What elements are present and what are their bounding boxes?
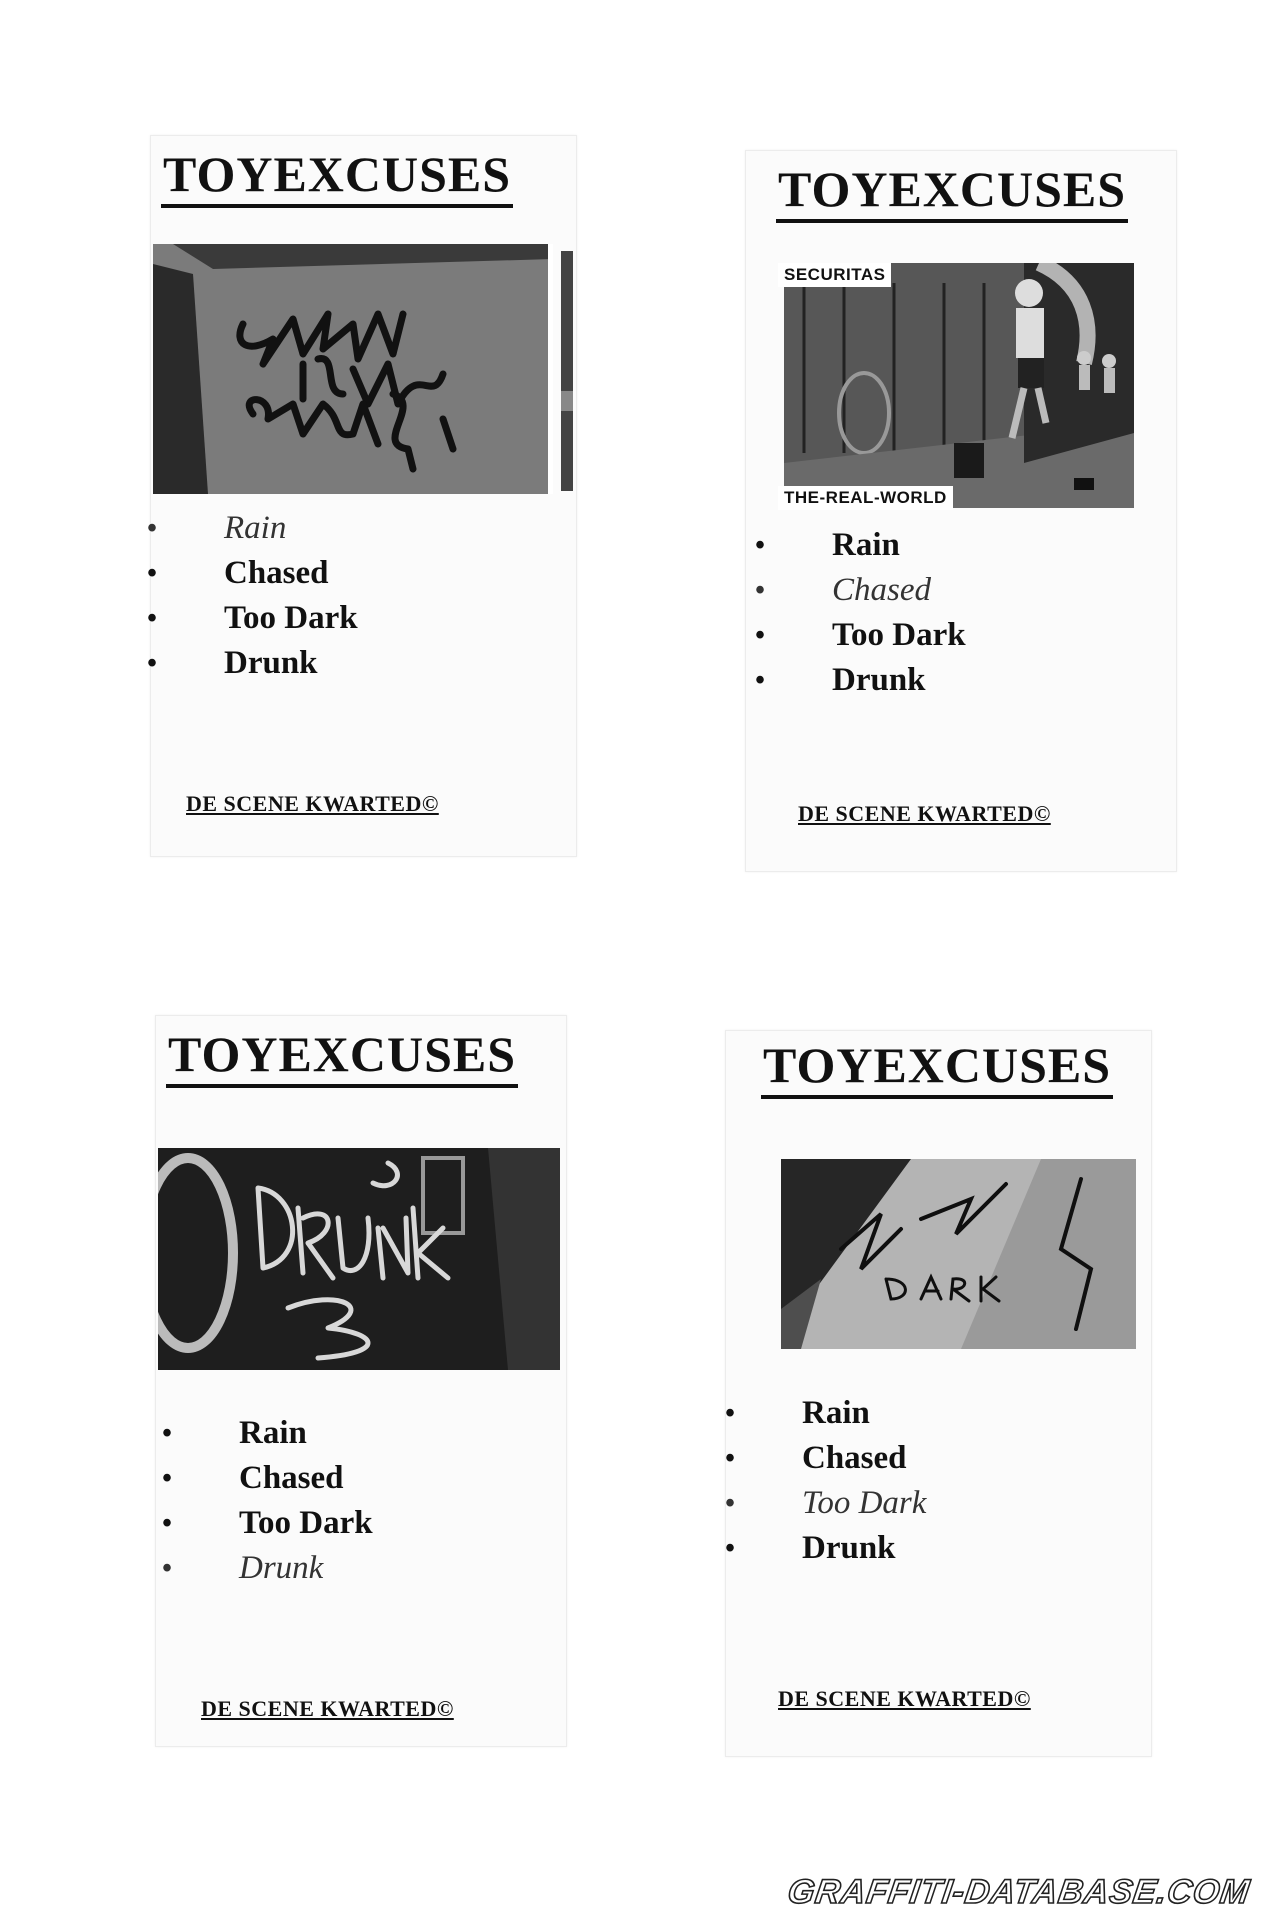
excuse-label: Rain (224, 510, 287, 546)
card-footer: DE SCENE KWARTED© (201, 1696, 454, 1721)
excuse-label: Drunk (832, 662, 926, 698)
bullet-icon: • (162, 1553, 172, 1584)
excuse-label: Rain (802, 1395, 870, 1431)
excuse-list (754, 523, 966, 703)
card-chased (745, 150, 1177, 872)
card-rain (147, 135, 577, 857)
excuse-item (724, 1481, 926, 1526)
card-photo (153, 244, 553, 494)
bullet-icon: • (725, 1443, 735, 1474)
bullet-icon: • (725, 1533, 735, 1564)
excuse-item (754, 568, 966, 613)
excuse-label: Rain (239, 1415, 307, 1451)
bullet-icon: • (147, 603, 157, 634)
card-title: TOYEXCUSES (166, 1026, 518, 1088)
excuse-item (146, 641, 358, 686)
excuse-item (146, 506, 358, 551)
excuse-item (724, 1526, 926, 1571)
excuse-label: Chased (239, 1460, 344, 1496)
excuse-item (146, 596, 358, 641)
bullet-icon: • (725, 1488, 735, 1519)
excuse-item (754, 658, 966, 703)
bullet-icon: • (147, 558, 157, 589)
bullet-icon: • (755, 575, 765, 606)
excuse-item (161, 1456, 373, 1501)
excuse-label: Drunk (239, 1550, 324, 1586)
card-photo (781, 1159, 1136, 1349)
bullet-icon: • (147, 648, 157, 679)
card-too-dark (725, 1030, 1152, 1757)
excuse-label: Too Dark (802, 1485, 927, 1521)
card-title: TOYEXCUSES (776, 161, 1128, 223)
bullet-icon: • (755, 665, 765, 696)
excuse-item (161, 1546, 373, 1591)
excuse-label: Chased (802, 1440, 907, 1476)
card-photo (784, 263, 1134, 508)
photo-caption-top: SECURITAS (778, 263, 891, 287)
bullet-icon: • (162, 1418, 172, 1449)
excuse-item (146, 551, 358, 596)
card-footer: DE SCENE KWARTED© (798, 801, 1051, 826)
excuse-label: Rain (832, 527, 900, 563)
card-title: TOYEXCUSES (761, 1037, 1113, 1099)
excuse-item (754, 523, 966, 568)
excuse-label: Too Dark (239, 1505, 373, 1541)
excuse-item (161, 1411, 373, 1456)
excuse-label: Too Dark (224, 600, 358, 636)
bullet-icon: • (147, 513, 157, 544)
watermark-logo: GRAFFITI-DATABASE.COM (785, 1873, 1253, 1911)
excuse-label: Drunk (224, 645, 318, 681)
card-title: TOYEXCUSES (161, 146, 513, 208)
excuse-list (161, 1411, 373, 1591)
excuse-item (161, 1501, 373, 1546)
bullet-icon: • (755, 530, 765, 561)
bullet-icon: • (162, 1508, 172, 1539)
excuse-label: Drunk (802, 1530, 896, 1566)
excuse-item (724, 1436, 926, 1481)
excuse-label: Chased (832, 572, 931, 608)
card-drunk (155, 1015, 567, 1747)
excuse-item (754, 613, 966, 658)
card-footer: DE SCENE KWARTED© (778, 1686, 1031, 1711)
bullet-icon: • (162, 1463, 172, 1494)
card-photo (158, 1148, 560, 1370)
excuse-label: Too Dark (832, 617, 966, 653)
excuse-list (146, 506, 358, 686)
photo-caption-bottom: THE-REAL-WORLD (778, 486, 953, 510)
bullet-icon: • (725, 1398, 735, 1429)
bullet-icon: • (755, 620, 765, 651)
card-footer: DE SCENE KWARTED© (186, 791, 439, 816)
excuse-label: Chased (224, 555, 329, 591)
excuse-list (724, 1391, 926, 1571)
card-photo-edge (561, 251, 573, 491)
excuse-item (724, 1391, 926, 1436)
